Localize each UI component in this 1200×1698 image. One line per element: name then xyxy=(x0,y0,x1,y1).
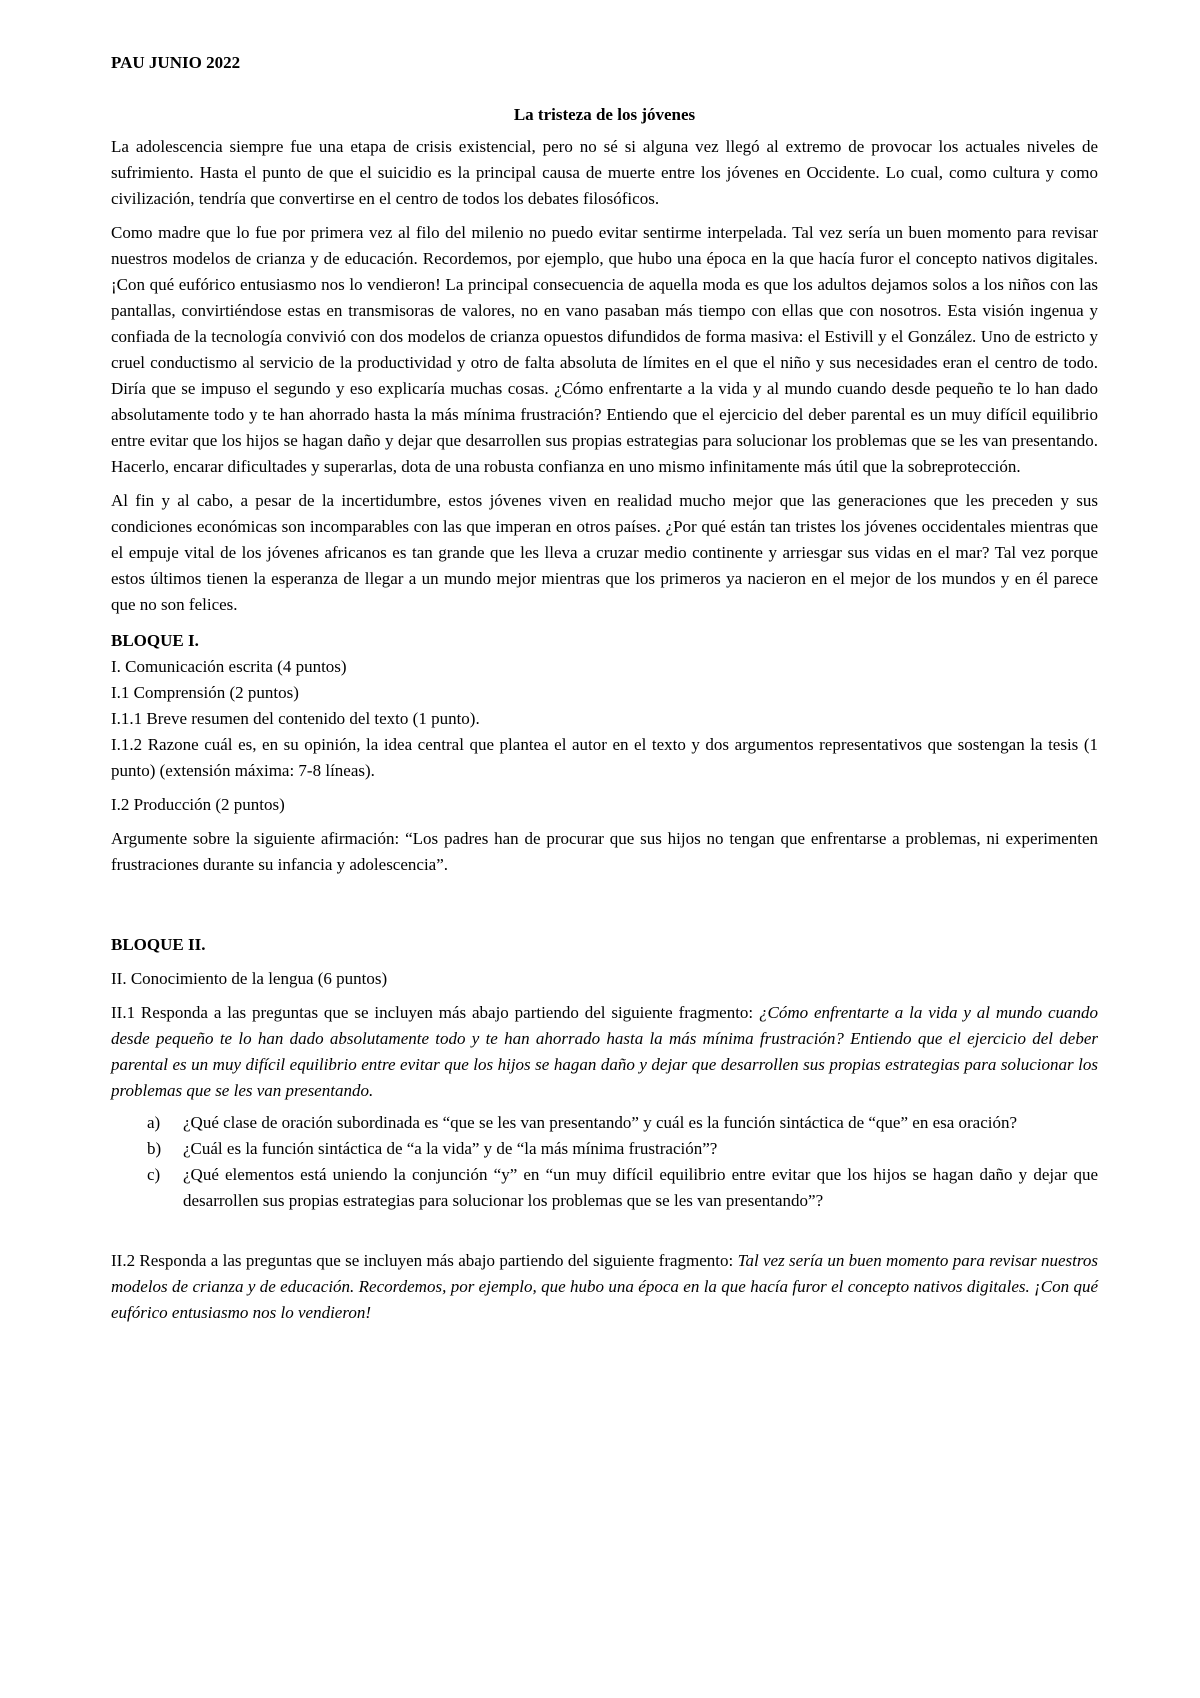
question-2-1-fragment: ¿Cómo enfrentarte a la vida y al mundo cuando desde pequeño te lo han dado absolutamente todo y te han ahorrado hasta la más mínima frustración? Entiendo que el ejercicio del deber parental es un muy difícil equilibrio entre evitar que los hijos se hagan daño y dejar que desarrollen sus propias estrategias para solucionar los problemas que se les van presentando. xyxy=(111,1003,1098,1100)
bloque-1-sub-comprension: I.1 Comprensión (2 puntos) xyxy=(111,683,299,702)
question-2-1 xyxy=(111,1000,1098,1104)
bloque-2-heading: BLOQUE II. xyxy=(111,935,206,954)
article-paragraph-2: Como madre que lo fue por primera vez al filo del milenio no puedo evitar sentirme interpelada. Tal vez sería un buen momento para revisar nuestros modelos de crianza y de educación. Recordemos, por ejemplo, que hubo una época en la que hacía furor el concepto nativos digitales. ¡Con qué eufórico entusiasmo nos lo vendieron! La principal consecuencia de aquella moda es que los adultos dejamos solos a los niños con las pantallas, convirtiéndose estas en transmisoras de valores, no en vano pasaban más tiempo con ellas que con nosotros. Esta visión ingenua y confiada de la tecnología convivió con dos modelos de crianza opuestos difundidos de forma masiva: el Estivill y el González. Uno de estricto y cruel conductismo al servicio de la productividad y otro de falta absoluta de límites en el que el niño y sus necesidades eran el centro de todo. Diría que se impuso el segundo y eso explicaría muchas cosas. ¿Cómo enfrentarte a la vida y al mundo cuando desde pequeño te lo han dado absolutamente todo y te han ahorrado hasta la más mínima frustración? Entiendo que el ejercicio del deber parental es un muy difícil equilibrio entre evitar que los hijos se hagan daño y dejar que desarrollen sus propias estrategias para solucionar los problemas que se les van presentando. Hacerlo, encarar dificultades y superarlas, dota de una robusta confianza en uno mismo infinitamente más útil que la sobreprotección. xyxy=(111,223,1098,476)
bloque-1-sub-produccion: I.2 Producción (2 puntos) xyxy=(111,795,285,814)
subquestion-text: ¿Cuál es la función sintáctica de “a la vida” y de “la más mínima frustración”? xyxy=(183,1139,718,1158)
question-2-2 xyxy=(111,1248,1098,1326)
question-2-1-intro: II.1 Responda a las preguntas que se incluyen más abajo partiendo del siguiente fragmento: xyxy=(111,1003,754,1022)
question-1-1-1: I.1.1 Breve resumen del contenido del texto (1 punto). xyxy=(111,709,480,728)
bloque-1-heading: BLOQUE I. xyxy=(111,631,199,650)
list-marker: a) xyxy=(147,1113,161,1132)
list-item xyxy=(111,1162,1098,1214)
exam-header: PAU JUNIO 2022 xyxy=(111,53,241,72)
article-title: La tristeza de los jóvenes xyxy=(513,105,696,124)
question-2-2-fragment: Tal vez sería un buen momento para revisar nuestros modelos de crianza y de educación. Recordemos, por ejemplo, que hubo una época en la que hacía furor el concepto nativos digitales. ¡Con qué eufórico entusiasmo nos lo vendieron! xyxy=(111,1251,1098,1322)
bloque-1-section: I. Comunicación escrita (4 puntos) xyxy=(111,657,347,676)
article-paragraph-1: La adolescencia siempre fue una etapa de crisis existencial, pero no sé si alguna vez llegó al extremo de provocar los actuales niveles de sufrimiento. Hasta el punto de que el suicidio es la principal causa de muerte entre los jóvenes en Occidente. Lo cual, como cultura y como civilización, tendría que convertirse en el centro de todos los debates filosóficos. xyxy=(111,137,1098,208)
question-1-2: Argumente sobre la siguiente afirmación: “Los padres han de procurar que sus hijos no tengan que enfrentarse a problemas, ni experimenten frustraciones durante su infancia y adolescencia”. xyxy=(111,829,1098,874)
list-marker: b) xyxy=(147,1139,162,1158)
bloque-2-section: II. Conocimiento de la lengua (6 puntos) xyxy=(111,969,388,988)
list-marker: c) xyxy=(147,1165,161,1184)
list-item xyxy=(111,1136,1098,1162)
article-paragraph-3: Al fin y al cabo, a pesar de la incertidumbre, estos jóvenes viven en realidad mucho mejor que las generaciones que les preceden y sus condiciones económicas son incomparables con las que imperan en otros países. ¿Por qué están tan tristes los jóvenes occidentales mientras que el empuje vital de los jóvenes africanos es tan grande que les lleva a cruzar medio continente y arriesgar sus vidas en el mar? Tal vez porque estos últimos tienen la esperanza de llegar a un mundo mejor mientras que los primeros ya nacieron en el mejor de los mundos y en él parece que no son felices. xyxy=(111,491,1098,614)
question-2-1-subquestions xyxy=(111,1110,1098,1214)
subquestion-text: ¿Qué elementos está uniendo la conjunción “y” en “un muy difícil equilibrio entre evitar que los hijos se hagan daño y dejar que desarrollen sus propias estrategias para solucionar los problemas que se les van presentando”? xyxy=(183,1165,1098,1210)
question-2-2-intro: II.2 Responda a las preguntas que se incluyen más abajo partiendo del siguiente fragmento: xyxy=(111,1251,734,1270)
subquestion-text: ¿Qué clase de oración subordinada es “que se les van presentando” y cuál es la función sintáctica de “que” en esa oración? xyxy=(183,1113,1018,1132)
list-item xyxy=(111,1110,1098,1136)
question-1-1-2: I.1.2 Razone cuál es, en su opinión, la idea central que plantea el autor en el texto y dos argumentos representativos que sostengan la tesis (1 punto) (extensión máxima: 7-8 líneas). xyxy=(111,735,1098,780)
